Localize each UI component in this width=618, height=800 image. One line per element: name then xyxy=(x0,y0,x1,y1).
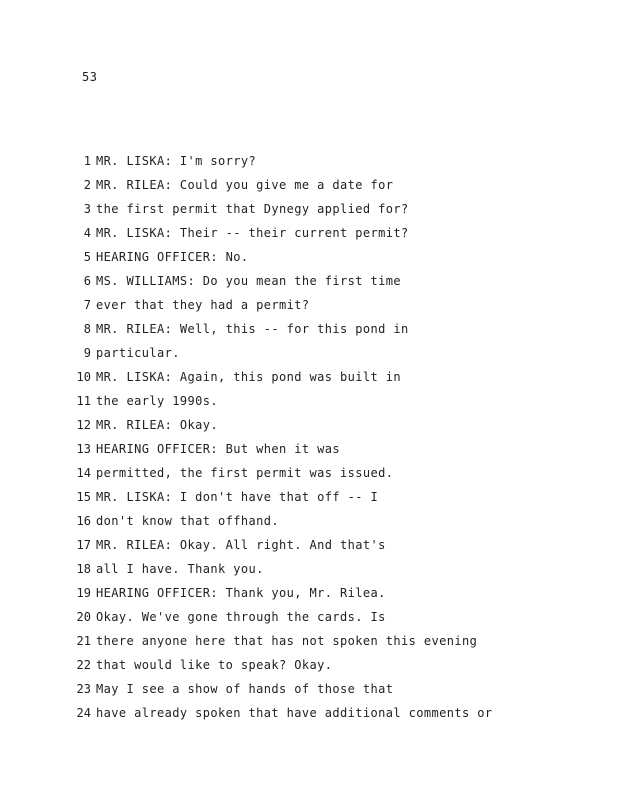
transcript-line xyxy=(0,631,618,655)
line-number: 5 xyxy=(83,250,91,264)
transcript-line xyxy=(0,247,618,271)
line-text: MR. RILEA: Well, this -- for this pond in xyxy=(96,322,409,336)
line-text: all I have. Thank you. xyxy=(96,562,264,576)
transcript-line xyxy=(0,271,618,295)
line-number: 14 xyxy=(76,466,91,480)
line-number: 12 xyxy=(76,418,91,432)
line-text: HEARING OFFICER: No. xyxy=(96,250,249,264)
line-number: 8 xyxy=(83,322,91,336)
transcript-line xyxy=(0,679,618,703)
line-text: MR. LISKA: Again, this pond was built in xyxy=(96,370,401,384)
line-number: 3 xyxy=(83,202,91,216)
transcript-line xyxy=(0,487,618,511)
line-text: don't know that offhand. xyxy=(96,514,279,528)
line-number: 6 xyxy=(83,274,91,288)
transcript-line xyxy=(0,415,618,439)
transcript-line xyxy=(0,295,618,319)
line-text: MR. LISKA: Their -- their current permit? xyxy=(96,226,409,240)
line-text: HEARING OFFICER: Thank you, Mr. Rilea. xyxy=(96,586,386,600)
transcript-line xyxy=(0,319,618,343)
transcript-line xyxy=(0,151,618,175)
transcript-line xyxy=(0,559,618,583)
line-text: MS. WILLIAMS: Do you mean the first time xyxy=(96,274,401,288)
line-number: 18 xyxy=(76,562,91,576)
transcript-lines xyxy=(0,151,618,727)
line-number: 19 xyxy=(76,586,91,600)
transcript-line xyxy=(0,655,618,679)
line-number: 11 xyxy=(76,394,91,408)
transcript-line xyxy=(0,367,618,391)
transcript-line xyxy=(0,703,618,727)
line-number: 17 xyxy=(76,538,91,552)
line-text: MR. RILEA: Could you give me a date for xyxy=(96,178,394,192)
line-number: 7 xyxy=(83,298,91,312)
line-text: MR. LISKA: I don't have that off -- I xyxy=(96,490,379,504)
transcript-line xyxy=(0,583,618,607)
transcript-line xyxy=(0,439,618,463)
line-text: there anyone here that has not spoken this evening xyxy=(96,634,478,648)
line-text: permitted, the first permit was issued. xyxy=(96,466,394,480)
transcript-line xyxy=(0,175,618,199)
transcript-line xyxy=(0,391,618,415)
transcript-line xyxy=(0,343,618,367)
transcript-line xyxy=(0,463,618,487)
line-number: 21 xyxy=(76,634,91,648)
line-text: Okay. We've gone through the cards. Is xyxy=(96,610,386,624)
line-text: MR. RILEA: Okay. xyxy=(96,418,218,432)
line-number: 9 xyxy=(83,346,91,360)
line-number: 15 xyxy=(76,490,91,504)
line-number: 20 xyxy=(76,610,91,624)
line-number: 4 xyxy=(83,226,91,240)
line-number: 24 xyxy=(76,706,91,720)
line-text: MR. RILEA: Okay. All right. And that's xyxy=(96,538,386,552)
line-text: HEARING OFFICER: But when it was xyxy=(96,442,340,456)
line-number: 10 xyxy=(76,370,91,384)
transcript-line xyxy=(0,223,618,247)
line-text: the first permit that Dynegy applied for? xyxy=(96,202,409,216)
line-number: 1 xyxy=(83,154,91,168)
line-text: ever that they had a permit? xyxy=(96,298,310,312)
line-text: the early 1990s. xyxy=(96,394,218,408)
line-number: 22 xyxy=(76,658,91,672)
line-text: particular. xyxy=(96,346,180,360)
line-text: that would like to speak? Okay. xyxy=(96,658,333,672)
line-number: 16 xyxy=(76,514,91,528)
page-number: 53 xyxy=(82,70,98,84)
line-number: 23 xyxy=(76,682,91,696)
line-text: May I see a show of hands of those that xyxy=(96,682,394,696)
line-number: 13 xyxy=(76,442,91,456)
transcript-line xyxy=(0,199,618,223)
transcript-line xyxy=(0,607,618,631)
transcript-line xyxy=(0,535,618,559)
line-text: have already spoken that have additional comments or xyxy=(96,706,493,720)
line-number: 2 xyxy=(83,178,91,192)
line-text: MR. LISKA: I'm sorry? xyxy=(96,154,257,168)
transcript-line xyxy=(0,511,618,535)
